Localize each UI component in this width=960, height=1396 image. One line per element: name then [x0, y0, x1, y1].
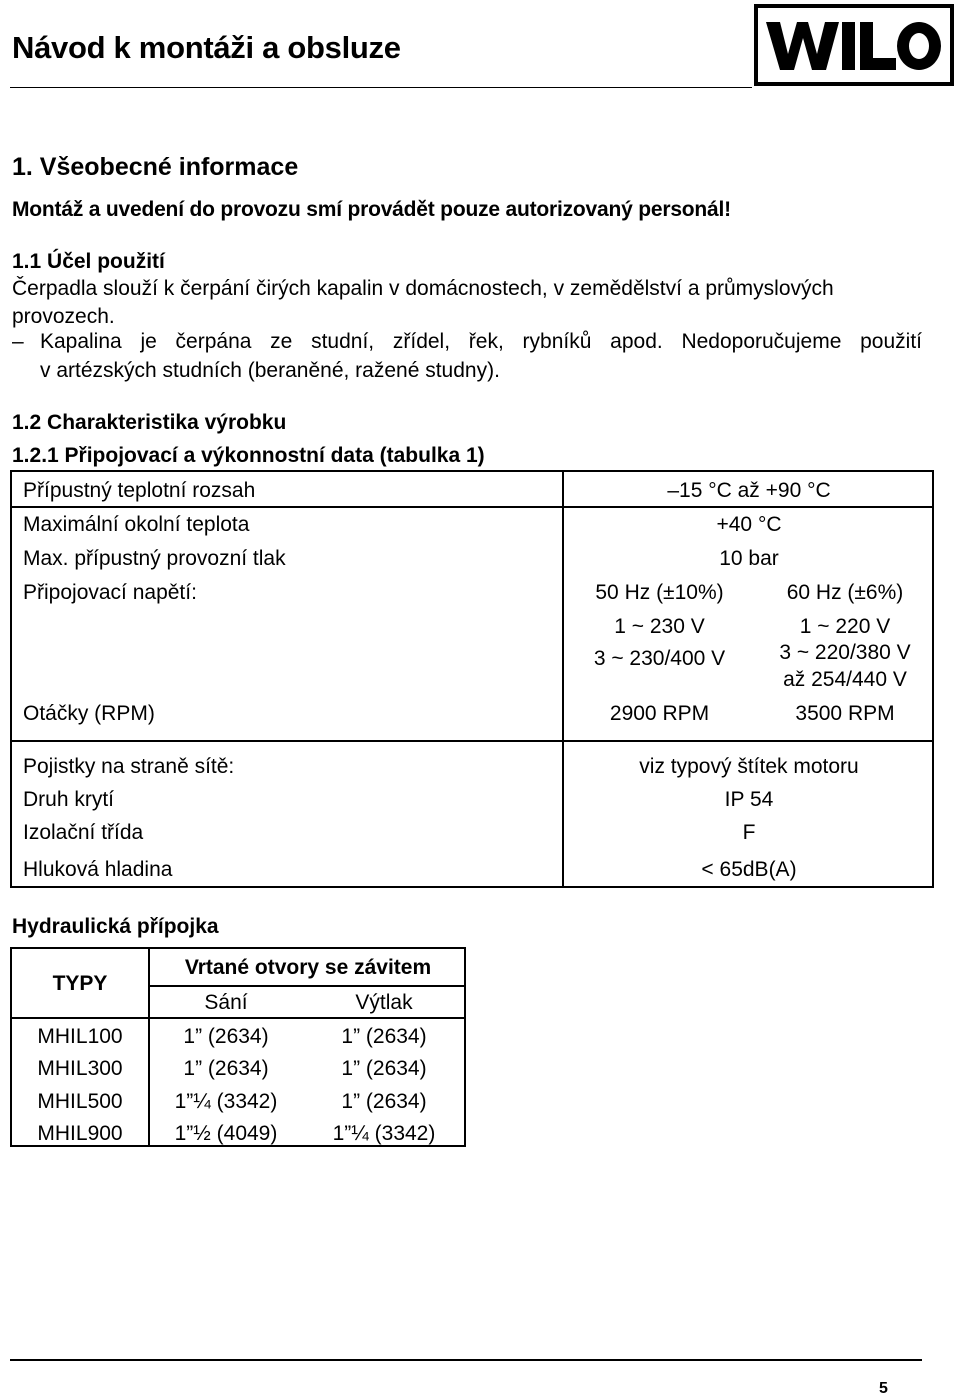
- section-heading: 1. Všeobecné informace: [12, 153, 299, 181]
- table-cell-suction: 1” (2634): [183, 1025, 269, 1048]
- table-cell-discharge: 1” (2634): [341, 1025, 427, 1048]
- table-value: +40 °C: [716, 513, 782, 536]
- paragraph-line: provozech.: [12, 305, 115, 328]
- table-label: Maximální okolní teplota: [23, 513, 250, 536]
- subsection-heading-1-2: 1.2 Charakteristika výrobku: [12, 411, 287, 434]
- page-title: Návod k montáži a obsluze: [12, 30, 401, 65]
- footer-divider: [10, 1359, 922, 1361]
- table-cell-discharge: 1” (2634): [341, 1057, 427, 1080]
- column-header-threaded-holes: Vrtané otvory se závitem: [184, 956, 432, 979]
- table-label: Pojistky na straně sítě:: [23, 755, 235, 778]
- warning-text: Montáž a uvedení do provozu smí provádět pouze autorizovaný personál!: [12, 198, 731, 221]
- table-cell-type: MHIL500: [37, 1090, 123, 1113]
- voltage-value: 3 ~ 220/380 V: [779, 641, 911, 664]
- table-cell-type: MHIL300: [37, 1057, 123, 1080]
- frequency-60hz: 60 Hz (±6%): [786, 581, 904, 604]
- table-label: Hluková hladina: [23, 858, 173, 881]
- technical-data-table: [10, 470, 934, 888]
- paragraph-line: Čerpadla slouží k čerpání čirých kapalin v domácnostech, v zemědělství a průmyslových: [12, 277, 834, 300]
- rpm-60hz: 3500 RPM: [795, 702, 895, 725]
- table-value: IP 54: [724, 788, 774, 811]
- rpm-50hz: 2900 RPM: [609, 702, 710, 725]
- hydraulic-table: [10, 947, 466, 1147]
- table-cell-discharge: 1”¼ (3342): [332, 1122, 436, 1145]
- frequency-50hz: 50 Hz (±10%): [595, 581, 724, 604]
- voltage-value: 1 ~ 230 V: [614, 615, 705, 638]
- title-divider: [10, 87, 752, 88]
- table-label: Izolační třída: [23, 821, 144, 844]
- table-label: Max. přípustný provozní tlak: [23, 547, 286, 570]
- table-label: Druh krytí: [23, 788, 115, 811]
- bullet-item: [12, 330, 922, 354]
- table-divider: [12, 1017, 464, 1019]
- voltage-value: až 254/440 V: [783, 668, 907, 691]
- table-label: Otáčky (RPM): [23, 702, 155, 725]
- table-value: 10 bar: [719, 547, 779, 570]
- table-value: F: [742, 821, 756, 844]
- wilo-logo: [754, 4, 954, 86]
- table-cell-type: MHIL900: [37, 1122, 123, 1145]
- table-divider: [12, 506, 932, 508]
- column-header-suction: Sání: [204, 991, 248, 1014]
- wilo-logo-mark: [762, 12, 946, 78]
- bullet-text-line: v artézských studních (beraněné, ražené studny).: [40, 359, 500, 382]
- table-value: < 65dB(A): [701, 858, 797, 881]
- voltage-value: 1 ~ 220 V: [799, 615, 891, 638]
- hydraulic-heading: Hydraulická přípojka: [12, 915, 219, 938]
- subsection-heading-1-2-1: 1.2.1 Připojovací a výkonnostní data (tabulka 1): [12, 444, 485, 467]
- voltage-value: 3 ~ 230/400 V: [593, 647, 726, 670]
- table-label: Přípustný teplotní rozsah: [23, 479, 256, 502]
- page-number: 5: [879, 1380, 888, 1396]
- table-cell-discharge: 1” (2634): [341, 1090, 427, 1113]
- table-divider: [12, 740, 932, 742]
- table-cell-type: MHIL100: [37, 1025, 123, 1048]
- table-cell-suction: 1”½ (4049): [174, 1122, 278, 1145]
- bullet-text-line: Kapalina je čerpána ze studní, zřídel, řek, rybníků apod. Nedoporučujeme použití: [39, 330, 922, 353]
- subsection-heading-1-1: 1.1 Účel použití: [12, 250, 165, 273]
- column-header-discharge: Výtlak: [355, 991, 413, 1014]
- table-divider: [148, 985, 464, 987]
- table-value: viz typový štítek motoru: [639, 755, 859, 778]
- table-cell-suction: 1”¼ (3342): [174, 1090, 278, 1113]
- table-label: Připojovací napětí:: [23, 581, 197, 604]
- column-header-types: TYPY: [52, 972, 108, 995]
- dash-bullet: –: [12, 330, 24, 353]
- table-cell-suction: 1” (2634): [183, 1057, 269, 1080]
- table-value: –15 °C až +90 °C: [667, 479, 831, 502]
